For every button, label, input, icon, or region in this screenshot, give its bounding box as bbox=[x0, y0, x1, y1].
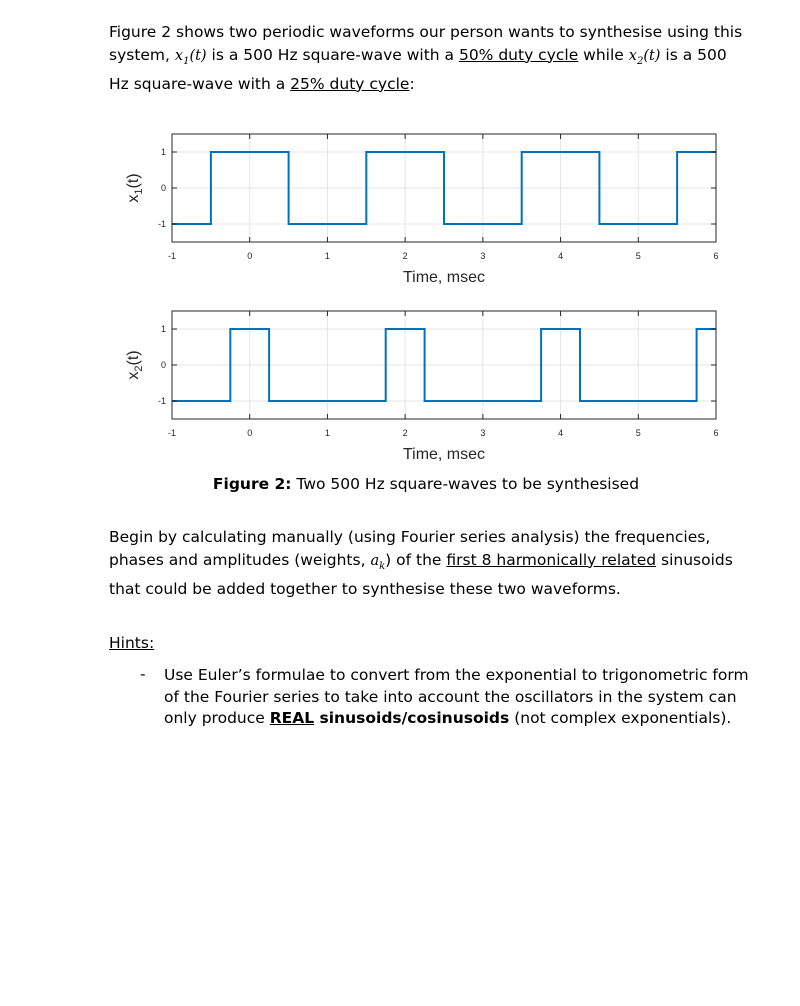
y-axis-label: $x_1(t)$ bbox=[125, 173, 145, 203]
x-tick-label: 5 bbox=[635, 428, 641, 438]
hints-title: Hints: bbox=[109, 634, 155, 652]
chart-x1-svg bbox=[104, 124, 734, 294]
intro-text: Figure 2 shows two periodic waveforms our person wants to synthesise using this system, bbox=[109, 23, 743, 64]
x-tick-label: 6 bbox=[713, 428, 719, 438]
task-text: ) of the bbox=[385, 550, 447, 569]
figure-caption bbox=[0, 475, 800, 493]
hint-text: Use Euler’s formulae to convert from the exponential to trigonometric form of the Fourier series to take into account the oscillators in the system can only produce bbox=[164, 666, 749, 727]
y-tick-label: 0 bbox=[160, 360, 166, 370]
x-tick-label: -1 bbox=[167, 428, 177, 438]
x-tick-label: 3 bbox=[480, 251, 486, 261]
hint-bullet: - bbox=[140, 665, 146, 683]
intro-paragraph bbox=[109, 21, 749, 95]
chart-x2-svg bbox=[104, 301, 734, 471]
caption-label: Figure 2: bbox=[212, 475, 292, 493]
x1-symbol: $x_1(t)$ bbox=[174, 47, 207, 67]
hint-real: REAL bbox=[269, 709, 315, 727]
caption-text: Two 500 Hz square-waves to be synthesised bbox=[291, 475, 640, 493]
x-tick-label: 1 bbox=[324, 428, 330, 438]
x-tick-label: 1 bbox=[324, 251, 330, 261]
x-tick-label: 2 bbox=[402, 428, 408, 438]
x2-symbol: $x_2(t)$ bbox=[628, 47, 661, 67]
intro-text: while bbox=[578, 45, 629, 64]
x-tick-label: 4 bbox=[558, 428, 564, 438]
hint-item bbox=[164, 665, 754, 730]
intro-text: is a 500 Hz square-wave with a bbox=[109, 45, 727, 93]
task-paragraph bbox=[109, 526, 749, 600]
duty-cycle-25: 25% duty cycle bbox=[290, 74, 410, 93]
intro-text: is a 500 Hz square-wave with a bbox=[206, 45, 459, 64]
task-text: sinusoids that could be added together to synthesise these two waveforms. bbox=[109, 550, 733, 598]
y-axis-label: $x_2(t)$ bbox=[125, 350, 145, 380]
hint-text: (not complex exponentials). bbox=[509, 709, 732, 727]
x-tick-label: 0 bbox=[247, 428, 253, 438]
x-tick-label: 3 bbox=[480, 428, 486, 438]
y-tick-label: -1 bbox=[157, 219, 166, 229]
x-axis-label: Time, msec bbox=[402, 446, 486, 463]
x-tick-label: 6 bbox=[713, 251, 719, 261]
x-tick-label: 4 bbox=[558, 251, 564, 261]
x-tick-label: 2 bbox=[402, 251, 408, 261]
chart-x1 bbox=[104, 124, 734, 294]
ak-symbol: $a_k$ bbox=[370, 552, 386, 572]
duty-cycle-50: 50% duty cycle bbox=[458, 45, 579, 64]
chart-x2 bbox=[104, 301, 734, 471]
x-tick-label: 5 bbox=[635, 251, 641, 261]
y-tick-label: 1 bbox=[160, 324, 166, 334]
y-tick-label: 1 bbox=[160, 147, 166, 157]
x-tick-label: 0 bbox=[247, 251, 253, 261]
task-text: Begin by calculating manually (using Fourier series analysis) the frequencies, phases and amplitudes (weights, bbox=[109, 528, 711, 569]
y-tick-label: -1 bbox=[157, 396, 166, 406]
intro-text: : bbox=[409, 74, 415, 93]
x-axis-label: Time, msec bbox=[402, 269, 486, 286]
x-tick-label: -1 bbox=[167, 251, 177, 261]
y-tick-label: 0 bbox=[160, 183, 166, 193]
hint-bold: sinusoids/cosinusoids bbox=[314, 709, 510, 727]
task-underlined: first 8 harmonically related bbox=[446, 550, 657, 569]
